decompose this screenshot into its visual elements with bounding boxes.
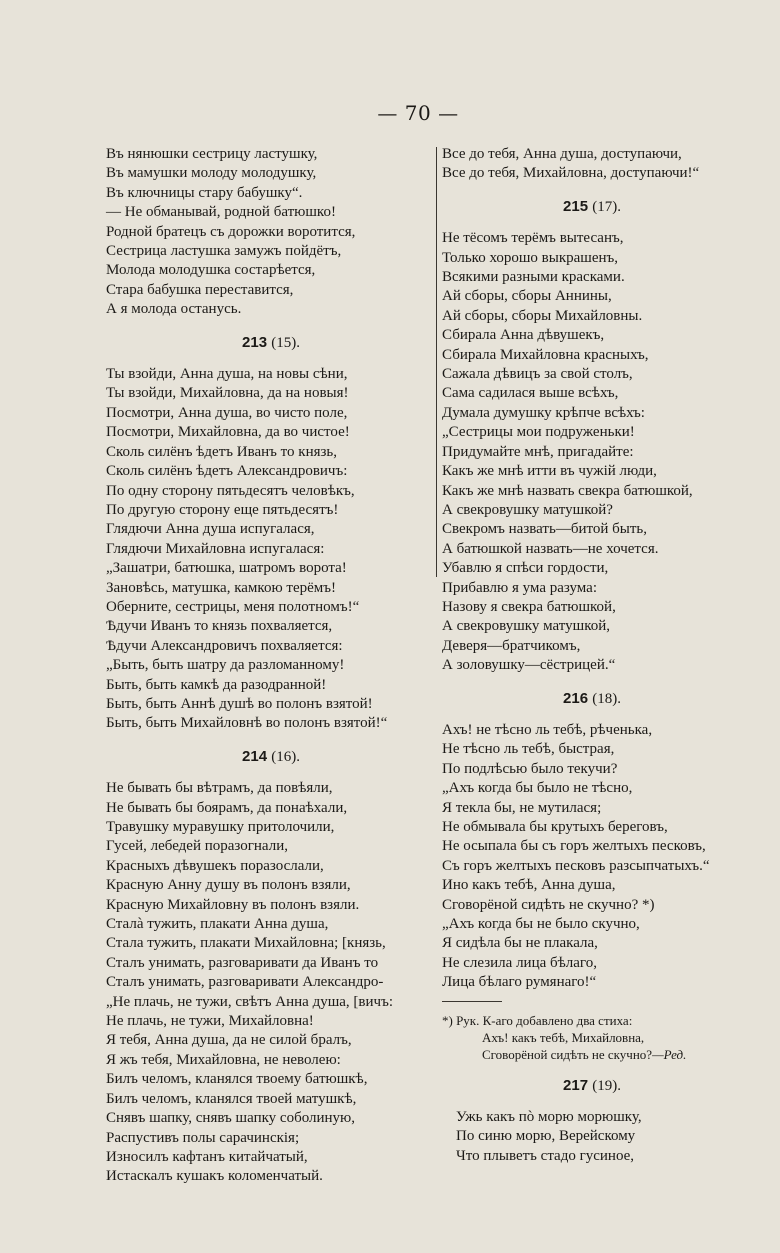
song-213-verse <box>106 365 436 734</box>
song-sub-number: (18). <box>592 690 621 707</box>
verse-line: Лица бѣлаго румянаго!“ <box>442 974 597 991</box>
footnote-quote-line: Ахъ! какъ тебѣ, Михайловна, <box>482 1029 645 1045</box>
verse-line: Сговорёной сидѣть не скучно? *) <box>442 896 655 913</box>
verse-line: Ты взойди, Михайловна, да на новыя! <box>106 385 349 402</box>
verse-line: Снявъ шапку, снявъ шапку соболиную, <box>106 1110 356 1127</box>
verse-line: Всякими разными красками. <box>442 269 625 286</box>
editor-mark: —Ред. <box>652 1046 687 1062</box>
verse-line: Красныхъ дѣвушекъ поразослали, <box>106 857 324 874</box>
verse-line: Билъ челомъ, кланялся твоему батюшкѣ, <box>106 1071 368 1088</box>
verse-line: По синю морю, Верейскому <box>456 1128 636 1145</box>
verse-line: Посмотри, Анна душа, во чисто поле, <box>106 404 348 421</box>
verse-line: Посмотри, Михайловна, да во чистое! <box>106 424 350 441</box>
verse-line: Красную Михайловну въ полонъ взяли. <box>106 896 360 913</box>
verse-line: Какъ же мнѣ итти въ чужій люди, <box>442 463 657 480</box>
song-216-heading <box>442 689 742 709</box>
verse-line: Какъ же мнѣ назвать свекра батюшкой, <box>442 482 693 499</box>
verse-line: Я сидѣла бы не плакала, <box>442 935 598 952</box>
verse-line: Только хорошо выкрашенъ, <box>442 249 619 266</box>
verse-line: Истаскалъ кушакъ коломенчатый. <box>106 1168 323 1185</box>
song-213-heading <box>106 333 436 353</box>
verse-line: Ай сборы, сборы Аннины, <box>442 288 612 305</box>
song-number: 216 <box>563 689 589 707</box>
verse-line: Не осыпала бы съ горъ желтыхъ песковъ, <box>442 838 706 855</box>
verse-line: Сбирала Анна дѣвушекъ, <box>442 327 605 344</box>
verse-line: Все до тебя, Анна душа, доступаючи, <box>442 146 682 162</box>
verse-line: Не плачь, не тужи, Михайловна! <box>106 1013 314 1030</box>
verse-line: „Ахъ когда бы не было скучно, <box>442 916 640 933</box>
verse-line: Не обмывала бы крутыхъ береговъ, <box>442 819 668 835</box>
verse-line: Сталъ унимать, разговаривати да Иванъ то <box>106 954 379 971</box>
verse-line: Износилъ кафтанъ китайчатый, <box>106 1148 308 1165</box>
verse-line: Въ нянюшки сестрицу ластушку, <box>106 146 318 162</box>
verse-line: Травушку муравушку притолочили, <box>106 819 335 835</box>
verse-line: Глядючи Анна душа испугалася, <box>106 521 315 538</box>
right-column <box>442 145 742 1166</box>
verse-line: Ѣдучи Иванъ то князь похваляется, <box>106 618 333 635</box>
verse-line: Съ горъ желтыхъ песковъ разсыпчатыхъ.“ <box>442 857 710 874</box>
verse-line: Деверя—братчикомъ, <box>442 637 581 654</box>
verse-line: По одну сторону пятьдесятъ человѣкъ, <box>106 482 355 499</box>
intro-verse <box>442 145 742 184</box>
footnote <box>442 1012 742 1063</box>
song-sub-number: (17). <box>592 198 621 215</box>
verse-line: Что плыветъ стадо гусиное, <box>456 1147 635 1164</box>
song-number: 213 <box>242 333 268 351</box>
verse-line: А свекровушку матушкой, <box>442 618 610 635</box>
verse-line: А золовушку—сёстрицей.“ <box>442 657 616 674</box>
verse-line: Прибавлю я ума разума: <box>442 579 598 596</box>
verse-line: Все до тебя, Михайловна, доступаючи!“ <box>442 165 700 182</box>
verse-line: Въ мамушки молоду молодушку, <box>106 165 317 182</box>
song-215-verse <box>442 229 742 675</box>
verse-line: Сажала дѣвицъ за свой столъ, <box>442 366 633 383</box>
column-divider <box>436 147 437 577</box>
verse-line: Думала думушку крѣпче всѣхъ: <box>442 404 645 421</box>
song-217-heading <box>442 1076 742 1096</box>
verse-line: Красную Анну душу въ полонъ взяли, <box>106 877 351 894</box>
verse-line: Не бывать бы боярамъ, да понаѣхали, <box>106 799 348 816</box>
song-number: 217 <box>563 1076 589 1094</box>
verse-line: Не слезила лица бѣлаго, <box>442 954 597 971</box>
verse-line: Стала тужить, плакати Михайловна; [князь, <box>106 935 386 952</box>
song-214-verse <box>106 779 436 1187</box>
verse-line: По подлѣсью было текучи? <box>442 760 618 777</box>
page-number: — 70 — <box>377 101 459 125</box>
song-number: 215 <box>563 197 589 215</box>
verse-line: Родной братецъ съ дорожки воротится, <box>106 223 356 240</box>
song-215-heading <box>442 197 742 217</box>
verse-line: Сбирала Михайловна красныхъ, <box>442 346 649 363</box>
verse-line: Быть, быть камкѣ да разодранной! <box>106 676 327 693</box>
verse-line: Ай сборы, сборы Михайловны. <box>442 307 643 324</box>
verse-line: Сестрица ластушка замужъ пойдётъ, <box>106 243 342 260</box>
intro-verse <box>106 145 436 320</box>
verse-line: По другую сторону еще пятьдесятъ! <box>106 501 339 518</box>
verse-line: А я молода останусь. <box>106 301 242 318</box>
verse-line: Я текла бы, не мутилася; <box>442 799 602 816</box>
verse-line: Ужь какъ пò морю морюшку, <box>456 1109 642 1126</box>
verse-line: Сколь силёнъ ѣдетъ Иванъ то князь, <box>106 443 338 460</box>
song-sub-number: (19). <box>592 1077 621 1094</box>
verse-line: Сталà тужить, плакати Анна душа, <box>106 916 329 933</box>
verse-line: Билъ челомъ, кланялся твоей матушкѣ, <box>106 1090 357 1107</box>
verse-line: Я тебя, Анна душа, да не силой бралъ, <box>106 1032 352 1049</box>
verse-line: Ино какъ тебѣ, Анна душа, <box>442 877 616 894</box>
verse-line: Я жъ тебя, Михайловна, не неволею: <box>106 1051 341 1068</box>
verse-line: „Не плачь, не тужи, свѣтъ Анна душа, [вичъ: <box>106 993 393 1010</box>
verse-line: Сама садилася выше всѣхъ, <box>442 385 619 402</box>
verse-line: Ты взойди, Анна душа, на новы сѣни, <box>106 366 348 383</box>
verse-line: „Сестрицы мои подруженьки! <box>442 424 635 441</box>
left-column <box>106 145 436 1187</box>
verse-line: Стара бабушка переставится, <box>106 281 294 298</box>
verse-line: А свекровушку матушкой? <box>442 501 613 518</box>
verse-line: Не бывать бы вѣтрамъ, да повѣяли, <box>106 780 333 797</box>
verse-line: Зановѣсь, матушка, камкою терёмъ! <box>106 579 337 596</box>
footnote-quote-text: Сговорёной сидѣть не скучно? <box>482 1046 653 1062</box>
verse-line: Въ ключницы стару бабушку“. <box>106 184 303 201</box>
footnote-intro: *) Рук. К-аго добавлено два стиха: <box>442 1012 633 1028</box>
verse-line: Придумайте мнѣ, пригадайте: <box>442 443 634 460</box>
verse-line: — Не обманывай, родной батюшко! <box>106 204 336 221</box>
song-217-verse <box>442 1108 742 1166</box>
footnote-quote-line <box>442 1046 742 1063</box>
verse-line: Не тѣсно ль тебѣ, быстрая, <box>442 741 615 758</box>
verse-line: Гусей, лебедей поразогнали, <box>106 838 288 855</box>
verse-line: Свекромъ назвать—битой быть, <box>442 521 647 538</box>
verse-line: Ѣдучи Александровичъ похваляется: <box>106 637 343 654</box>
song-number: 214 <box>242 747 268 765</box>
verse-line: Убавлю я спѣси гордости, <box>442 560 609 577</box>
song-214-heading <box>106 747 436 767</box>
verse-line: Быть, быть Аннѣ душѣ во полонъ взятой! <box>106 695 373 712</box>
verse-line: Ахъ! не тѣсно ль тебѣ, рѣченька, <box>442 721 653 738</box>
verse-line: Распустивъ полы сарачинскія; <box>106 1129 300 1146</box>
song-sub-number: (15). <box>271 334 300 351</box>
verse-line: А батюшкой назвать—не хочется. <box>442 540 659 557</box>
verse-line: Сталъ унимать, разговаривати Александро- <box>106 974 384 991</box>
verse-line: Глядючи Михайловна испугалася: <box>106 540 325 557</box>
footnote-rule <box>442 1001 502 1002</box>
verse-line: „Быть, быть шатру да разломанному! <box>106 657 345 674</box>
song-216-verse <box>442 721 742 993</box>
verse-line: „Ахъ когда бы было не тѣсно, <box>442 780 633 797</box>
song-sub-number: (16). <box>271 748 300 765</box>
verse-line: Молода молодушка состарѣется, <box>106 262 316 279</box>
verse-line: Сколь силёнъ ѣдетъ Александровичъ: <box>106 463 348 480</box>
verse-line: „Зашатри, батюшка, шатромъ ворота! <box>106 560 347 577</box>
verse-line: Не тёсомъ терёмъ вытесанъ, <box>442 230 624 247</box>
verse-line: Быть, быть Михайловнѣ во полонъ взятой!“ <box>106 715 388 732</box>
verse-line: Назову я свекра батюшкой, <box>442 598 616 615</box>
verse-line: Оберните, сестрицы, меня полотномъ!“ <box>106 598 360 615</box>
